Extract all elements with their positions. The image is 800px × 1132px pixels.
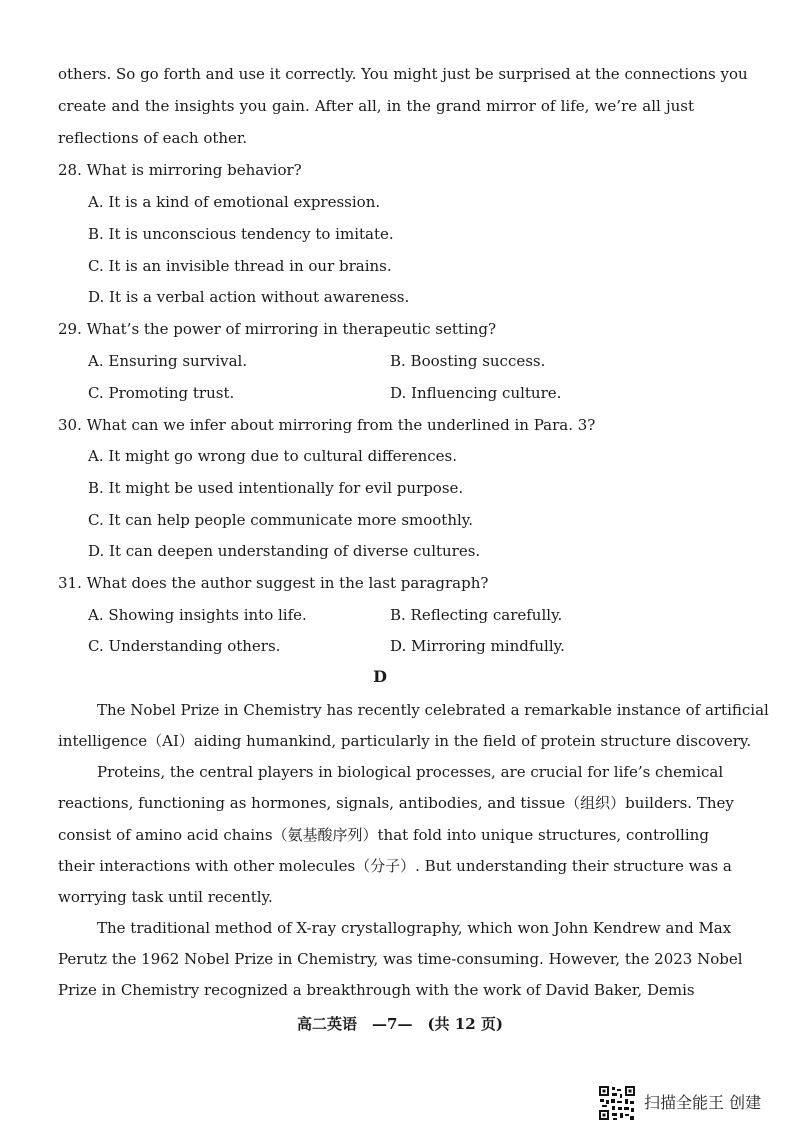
- option: B. Reflecting carefully.: [390, 606, 563, 624]
- option: C. Promoting trust.: [88, 384, 235, 402]
- question-stem: 29. What’s the power of mirroring in therapeutic setting?: [58, 320, 497, 338]
- passage-line: Perutz the 1962 Nobel Prize in Chemistry, was time-consuming. However, the 2023 Nobel: [58, 950, 743, 968]
- passage-line: intelligence（AI）aiding humankind, particularly in the field of protein structure discovery.: [58, 732, 752, 750]
- option: D. It can deepen understanding of diverse cultures.: [88, 542, 481, 560]
- option: A. Ensuring survival.: [88, 352, 248, 370]
- option: A. Showing insights into life.: [88, 606, 307, 624]
- qr-code-icon: [598, 1085, 636, 1121]
- passage-line: create and the insights you gain. After all, in the grand mirror of life, we’re all just: [58, 97, 694, 115]
- passage-line: their interactions with other molecules（分子）. But understanding their structure was a: [58, 857, 732, 875]
- question-stem: 31. What does the author suggest in the last paragraph?: [58, 574, 489, 592]
- passage-line: worrying task until recently.: [58, 888, 273, 906]
- option: B. Boosting success.: [390, 352, 546, 370]
- page-footer: 高二英语 —7— (共 12 页): [297, 1015, 503, 1033]
- option: D. It is a verbal action without awareness.: [88, 288, 410, 306]
- option: A. It is a kind of emotional expression.: [88, 193, 381, 211]
- passage-line: Proteins, the central players in biological processes, are crucial for life’s chemical: [97, 763, 724, 781]
- passage-line: The Nobel Prize in Chemistry has recently celebrated a remarkable instance of artificial: [97, 701, 769, 719]
- option: C. It is an invisible thread in our brains.: [88, 257, 392, 275]
- option: B. It is unconscious tendency to imitate.: [88, 225, 394, 243]
- question-stem: 28. What is mirroring behavior?: [58, 161, 302, 179]
- option: C. Understanding others.: [88, 637, 281, 655]
- passage-line: others. So go forth and use it correctly. You might just be surprised at the connections you: [58, 65, 748, 83]
- passage-line: Prize in Chemistry recognized a breakthrough with the work of David Baker, Demis: [58, 981, 695, 999]
- scanner-watermark: 扫描全能王 创建: [644, 1093, 762, 1112]
- section-heading: D: [373, 667, 387, 686]
- option: B. It might be used intentionally for evil purpose.: [88, 479, 464, 497]
- option: C. It can help people communicate more smoothly.: [88, 511, 474, 529]
- option: A. It might go wrong due to cultural differences.: [88, 447, 457, 465]
- passage-line: reactions, functioning as hormones, signals, antibodies, and tissue（组织）builders. They: [58, 794, 734, 812]
- passage-line: reflections of each other.: [58, 129, 248, 147]
- passage-line: consist of amino acid chains（氨基酸序列）that fold into unique structures, controlling: [58, 826, 709, 844]
- question-stem: 30. What can we infer about mirroring from the underlined in Para. 3?: [58, 416, 596, 434]
- option: D. Influencing culture.: [390, 384, 562, 402]
- passage-line: The traditional method of X-ray crystallography, which won John Kendrew and Max: [97, 919, 732, 937]
- option: D. Mirroring mindfully.: [390, 637, 565, 655]
